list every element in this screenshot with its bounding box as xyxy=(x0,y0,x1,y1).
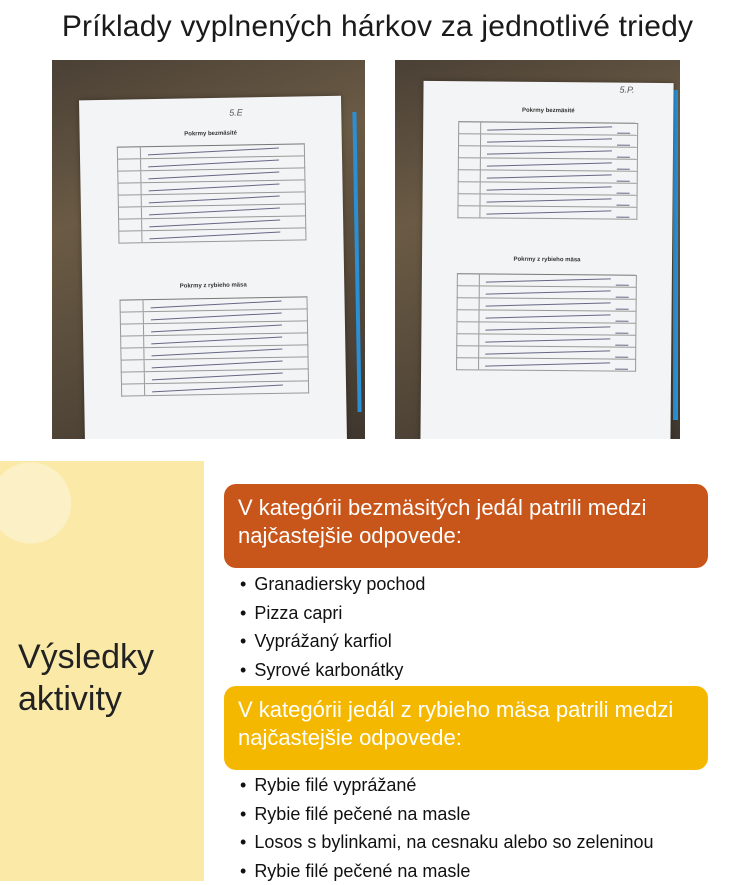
list-item: • Losos s bylinkami, na cesnaku alebo so zeleninou xyxy=(240,828,654,857)
binder-edge xyxy=(352,112,361,412)
sheet-table-meatless xyxy=(116,143,306,243)
sheet-title-fish: Pokrmy z rybieho mäsa xyxy=(82,281,344,292)
banner-fish: V kategórii jedál z rybieho mäsa patrili medzi najčastejšie odpovede: xyxy=(224,686,708,770)
sheet-title-fish: Pokrmy z rybieho mäsa xyxy=(422,256,672,264)
list-item: • Rybie filé pečené na masle xyxy=(240,857,654,885)
banner-meatless: V kategórii bezmäsitých jedál patrili medzi najčastejšie odpovede: xyxy=(224,484,708,568)
sheet-table-fish xyxy=(456,273,637,372)
list-item: • Pizza capri xyxy=(240,599,425,628)
side-title-line2: aktivity xyxy=(18,678,198,720)
binder-edge xyxy=(673,90,678,420)
class-mark: 5.E xyxy=(229,107,243,117)
sheet-title-meatless: Pokrmy bezmäsité xyxy=(423,107,673,115)
list-item: • Granadiersky pochod xyxy=(240,570,425,599)
side-title-line1: Výsledky xyxy=(18,636,198,678)
worksheet-sheet xyxy=(79,96,347,439)
list-meatless xyxy=(240,570,425,684)
page-title: Príklady vyplnených hárkov za jednotlivé triedy xyxy=(0,10,755,44)
sheet-title-meatless: Pokrmy bezmäsité xyxy=(80,129,342,140)
list-item: • Rybie filé vyprážané xyxy=(240,771,654,800)
list-item: • Rybie filé pečené na masle xyxy=(240,800,654,829)
worksheet-photo-right xyxy=(395,60,680,439)
sheet-table-meatless xyxy=(457,121,638,220)
class-mark: 5.P. xyxy=(619,85,634,95)
worksheet-sheet xyxy=(420,81,673,439)
side-title xyxy=(18,636,198,720)
sheet-table-fish xyxy=(119,296,309,396)
list-fish xyxy=(240,771,654,885)
list-item: • Syrové karbonátky xyxy=(240,656,425,685)
worksheet-photo-left xyxy=(52,60,365,439)
list-item: • Vyprážaný karfiol xyxy=(240,627,425,656)
